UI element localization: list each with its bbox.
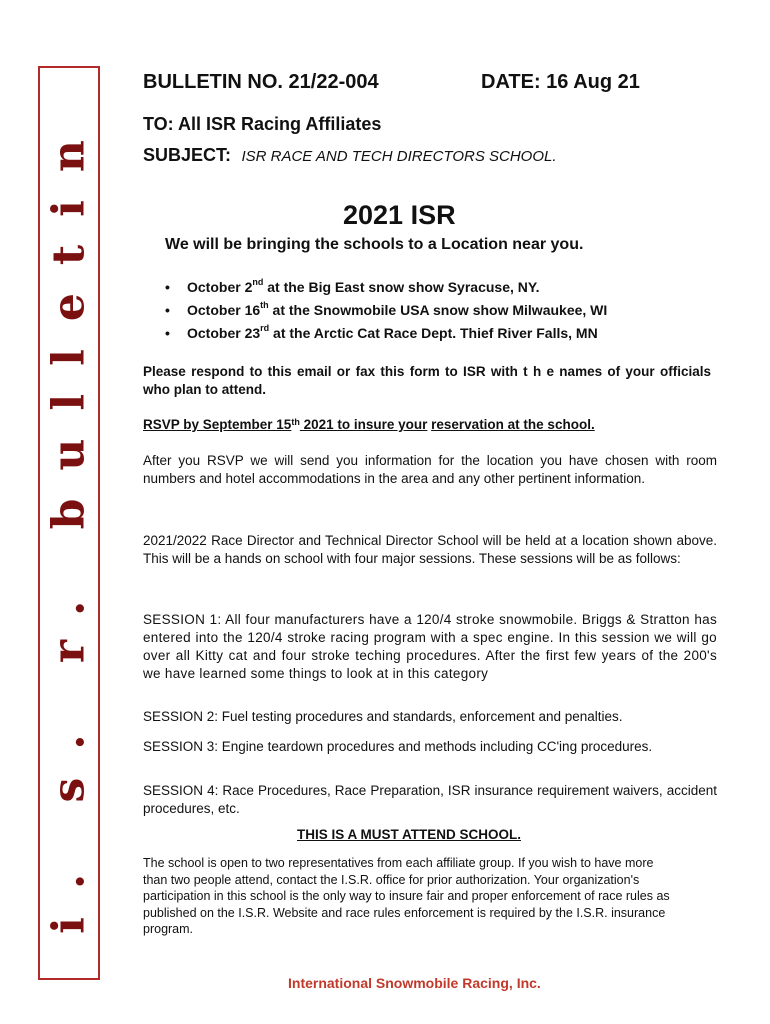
after-rsvp-paragraph: After you RSVP we will send you information for the location you have chosen with room numbers and hotel accommodations in the area and any other pertinent information. (143, 453, 717, 486)
subject-line (143, 145, 557, 166)
location-item: • October 16th at the Snowmobile USA snow show Milwaukee, WI (165, 299, 607, 322)
to-line: TO: All ISR Racing Affiliates (143, 114, 382, 134)
respond-paragraph: Please respond to this email or fax this form to ISR with t h e names of your officials who plan to attend. (143, 364, 711, 397)
sidebar-bulletin-text: i. s. r. bulletin (43, 112, 95, 934)
session-2: SESSION 2: Fuel testing procedures and standards, enforcement and penalties. (143, 709, 623, 724)
session-1: SESSION 1: All four manufacturers have a 120/4 stroke snowmobile. Briggs & Stratton has entered into the 120/4 stroke racing program with a spec engine. In this session we will go over all Kitty cat and four stroke teching procedures. After the first few years of the 200's we have learned some things to look at in this category (143, 612, 717, 681)
closing-paragraph: The school is open to two representatives from each affiliate group. If you wish to have more than two people attend, contact the I.S.R. office for prior authorization. Your organization's participation in this school is the only way to insure fair and proper enforcement of race rules as published on the I.S.R. Website and race rules enforcement is required by the I.S.R. insurance program. (143, 856, 670, 936)
bulletin-date: DATE: 16 Aug 21 (481, 71, 640, 93)
location-item: • October 23rd at the Arctic Cat Race Dept. Thief River Falls, MN (165, 322, 607, 345)
subject-label: SUBJECT: (143, 145, 232, 165)
subject-value: ISR RACE AND TECH DIRECTORS SCHOOL. (241, 148, 557, 165)
page-title: 2021 ISR (343, 200, 456, 230)
location-list (165, 276, 607, 345)
school-intro-paragraph: 2021/2022 Race Director and Technical Director School will be held at a location shown above. This will be a hands on school with four major sessions. These sessions will be as follows: (143, 533, 717, 566)
session-4: SESSION 4: Race Procedures, Race Preparation, ISR insurance requirement waivers, accident procedures, etc. (143, 783, 717, 816)
bulletin-number: BULLETIN NO. 21/22-004 (143, 71, 379, 93)
rsvp-reservation-link: reservation at the school. (431, 417, 595, 432)
rsvp-line: RSVP by September 15th 2021 to insure your reservation at the school. (143, 417, 595, 432)
intro-line: We will be bringing the schools to a Location near you. (165, 236, 584, 253)
footer-org-name: International Snowmobile Racing, Inc. (288, 975, 541, 991)
must-attend-notice: THIS IS A MUST ATTEND SCHOOL. (297, 827, 521, 842)
location-item: • October 2nd at the Big East snow show Syracuse, NY. (165, 276, 607, 299)
session-3: SESSION 3: Engine teardown procedures and methods including CC'ing procedures. (143, 739, 653, 754)
